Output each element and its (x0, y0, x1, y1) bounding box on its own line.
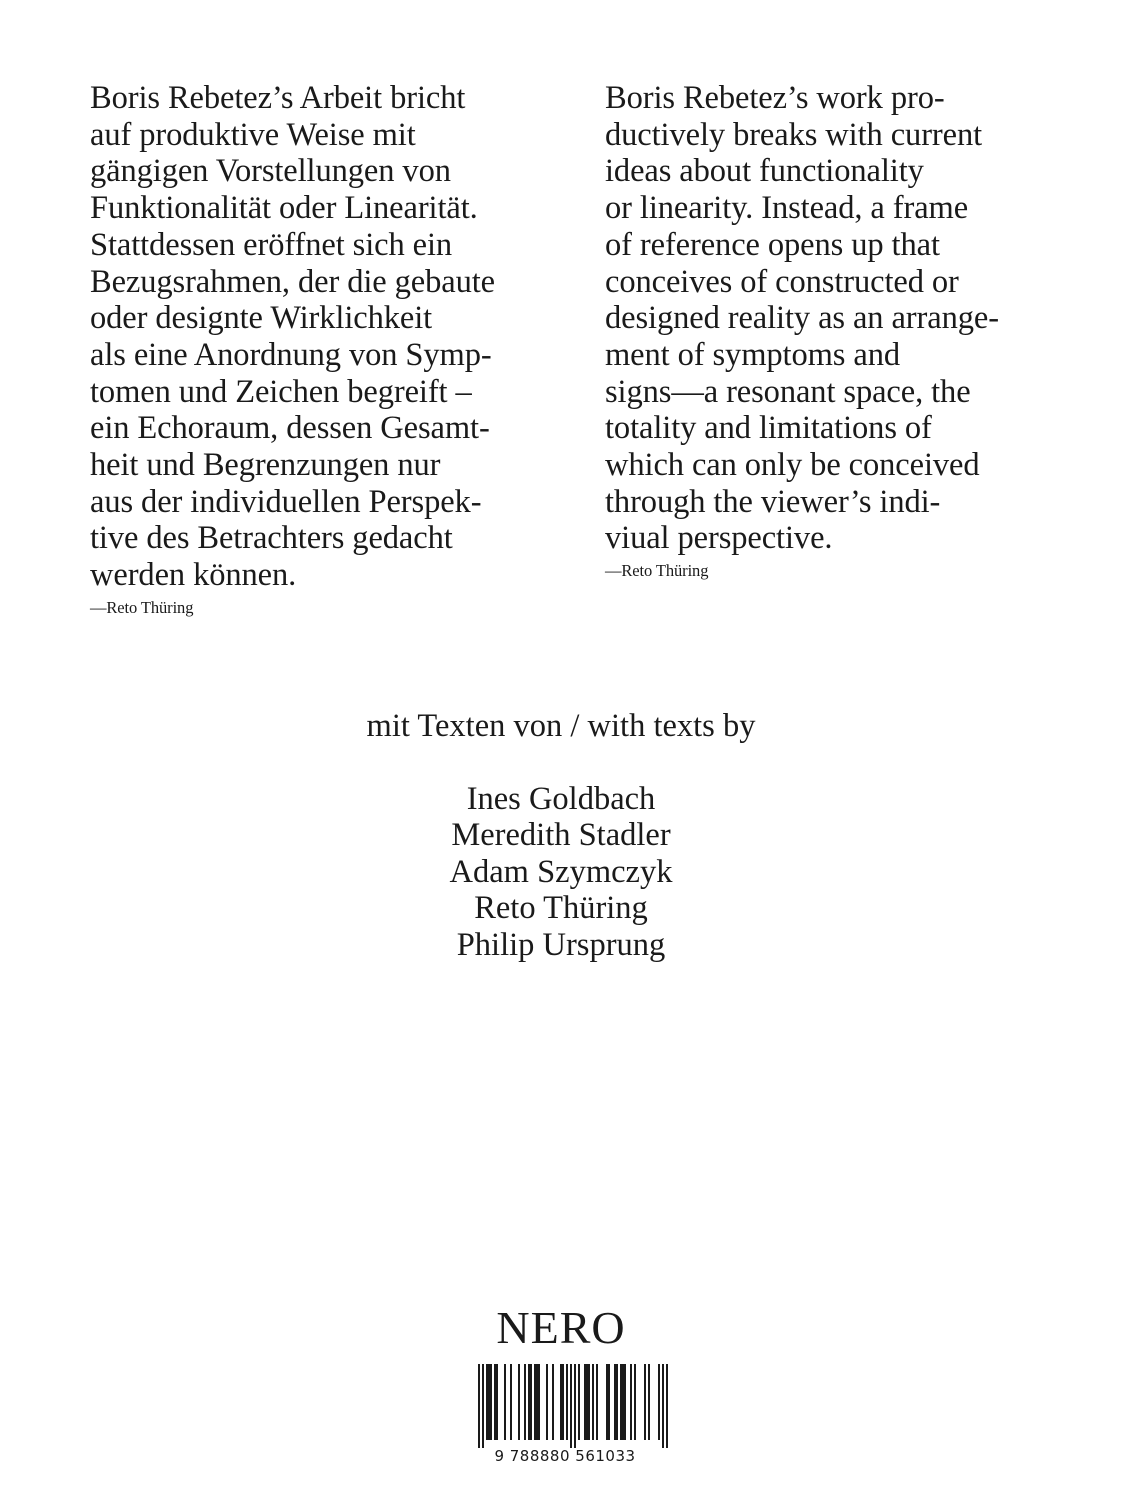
barcode-bar (578, 1364, 580, 1440)
blurb-line: tive des Betrachters gedacht (90, 520, 453, 557)
german-blurb (90, 80, 570, 617)
barcode-bar (630, 1364, 632, 1440)
barcode-bar (584, 1364, 586, 1440)
blurb-line: ductively breaks with current (605, 116, 983, 153)
blurb-line: oder designte Wirklichkeit (90, 300, 433, 337)
blurb-line: conceives of constructed or (605, 263, 959, 300)
barcode-bar (662, 1364, 664, 1448)
barcode-bar (614, 1364, 616, 1440)
barcode-bar (624, 1364, 626, 1440)
blurb-line: through the viewer’s indi- (605, 483, 941, 520)
barcode-bar (510, 1364, 512, 1440)
barcode-bar (482, 1364, 484, 1448)
blurb-line: ein Echoraum, dessen Gesamt- (90, 410, 490, 447)
barcode-bar (620, 1364, 622, 1440)
contributor-name: Philip Ursprung (456, 926, 666, 963)
barcode-bar (488, 1364, 490, 1440)
barcode-bar (608, 1364, 610, 1440)
barcode-bar (622, 1364, 624, 1440)
barcode-bar (494, 1364, 496, 1440)
blurb-line: which can only be conceived (605, 447, 980, 484)
barcode-bar (644, 1364, 646, 1440)
barcode-bars (478, 1364, 668, 1448)
barcode-bar (606, 1364, 608, 1440)
barcode-bar (570, 1364, 572, 1448)
barcode-bar (616, 1364, 618, 1440)
barcode-bar (562, 1364, 564, 1440)
german-attribution: —Reto Thüring (90, 597, 194, 617)
blurb-line: auf produktive Weise mit (90, 116, 416, 153)
blurb-line: Boris Rebetez’s work pro- (605, 80, 945, 116)
isbn-barcode (460, 1364, 670, 1464)
blurb-line: aus der individuellen Perspek- (90, 483, 482, 520)
barcode-bar (536, 1364, 538, 1440)
contributor-name: Reto Thüring (474, 890, 648, 926)
blurb-line: ment of symptoms and (605, 336, 900, 373)
blurb-line: Stattdessen eröffnet sich ein (90, 226, 453, 263)
barcode-bar (504, 1364, 506, 1440)
blurb-line: or linearity. Instead, a frame (605, 190, 969, 227)
blurb-line: werden können. (90, 557, 297, 594)
contributor-name: Ines Goldbach (466, 780, 656, 817)
blurb-line: Funktionalität oder Linearität. (90, 190, 478, 227)
blurb-line: of reference opens up that (605, 226, 940, 263)
barcode-bar (538, 1364, 540, 1440)
barcode-bar (530, 1364, 532, 1440)
barcode-bar (648, 1364, 650, 1440)
blurb-line: tomen und Zeichen begreift – (90, 373, 472, 410)
blurb-line: totality and limitations of (605, 410, 932, 447)
barcode-bar (574, 1364, 576, 1448)
contributors-heading: mit Texten von / with texts by (366, 708, 756, 744)
barcode-bar (496, 1364, 498, 1440)
barcode-bar (490, 1364, 492, 1440)
blurb-line: designed reality as an arrange- (605, 300, 999, 337)
barcode-bar (634, 1364, 636, 1440)
barcode-bar (560, 1364, 562, 1440)
barcode-bar (528, 1364, 530, 1440)
blurb-line: ideas about functionality (605, 153, 924, 190)
barcode-bar (486, 1364, 488, 1440)
barcode-bar (524, 1364, 526, 1440)
blurb-line: viual perspective. (605, 520, 833, 557)
barcode-bar (666, 1364, 668, 1448)
english-blurb (605, 80, 1065, 580)
barcode-bar (596, 1364, 598, 1440)
barcode-bar (478, 1364, 480, 1448)
blurb-line: heit und Begrenzungen nur (90, 447, 441, 484)
blurb-line: gängigen Vorstellungen von (90, 153, 451, 190)
barcode-bar (586, 1364, 588, 1440)
blurb-line: Bezugsrahmen, der die gebaute (90, 263, 495, 300)
barcode-bar (658, 1364, 660, 1440)
barcode-bar (518, 1364, 520, 1440)
contributors-block (0, 708, 1122, 963)
barcode-bar (592, 1364, 594, 1440)
barcode-bar (566, 1364, 568, 1440)
publisher-logo: NERO (496, 1302, 626, 1353)
barcode-bar (534, 1364, 536, 1440)
barcode-bar (588, 1364, 590, 1440)
barcode-bar (546, 1364, 548, 1440)
blurb-line: signs—a resonant space, the (605, 373, 971, 410)
contributor-name: Adam Szymczyk (449, 853, 673, 890)
barcode-digits: 9 788880 561033 (494, 1447, 636, 1464)
english-attribution: —Reto Thüring (605, 561, 709, 581)
blurb-line: Boris Rebetez’s Arbeit bricht (90, 80, 466, 116)
barcode-bar (552, 1364, 554, 1440)
blurb-line: als eine Anordnung von Symp- (90, 336, 492, 373)
contributor-name: Meredith Stadler (451, 817, 671, 853)
